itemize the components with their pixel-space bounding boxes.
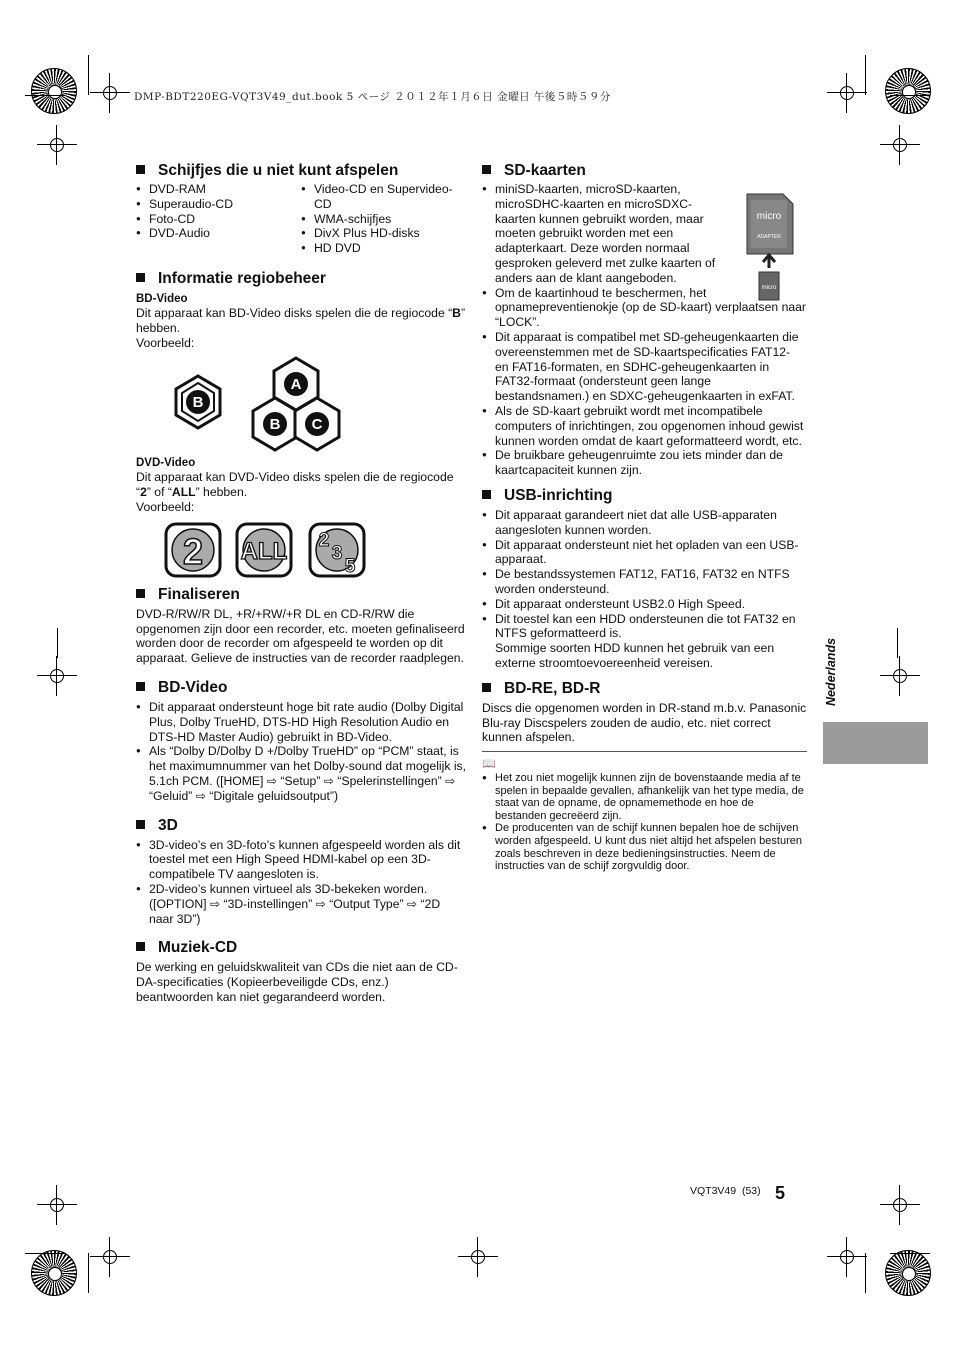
right-column — [482, 162, 807, 873]
bd-re-text: Discs die opgenomen worden in DR-stand m.b.v. Panasonic Blu-ray Discspelers zouden de audio, etc. niet correct kunnen afspelen. — [482, 700, 807, 745]
list-item: ● miniSD-kaarten, microSD-kaarten, microSDHC-kaarten en microSDXC-kaarten kunnen gebruikt worden, maar moeten gebruikt worden met een adapterkaart. Deze worden normaal gesproken geleverd met zulke kaarten of anders aan de klant aangeboden. — [482, 182, 720, 286]
list-item: ● DVD-RAM — [136, 182, 301, 197]
usb-list — [482, 508, 807, 671]
svg-text:ALL: ALL — [240, 537, 288, 565]
bd-video-label: BD-Video — [136, 292, 188, 305]
svg-text:2: 2 — [318, 529, 330, 551]
footer-code: VQT3V49 (53) — [690, 1185, 761, 1197]
svg-text:5: 5 — [344, 555, 356, 577]
bd-region-logos — [136, 356, 466, 452]
svg-text:3: 3 — [331, 542, 343, 564]
svg-text:C: C — [311, 416, 323, 434]
list-item: ● HD DVD — [301, 241, 466, 256]
print-header: DMP-BDT220EG-VQT3V49_dut.book 5 ページ ２０１２年１月６日 金曜日 午後５時５９分 — [134, 91, 611, 103]
page-number: 5 — [775, 1183, 786, 1203]
list-item: ● Dit apparaat ondersteunt hoge bit rate audio (Dolby Digital Plus, Dolby TrueHD, DTS-HD High Resolution Audio en DTS-HD Master Audio) gebruikt in BD-Video. — [136, 700, 466, 744]
bd-example-label: Voorbeeld: — [136, 335, 195, 350]
list-item: ● Dit apparaat garandeert niet dat alle USB-apparaten aangesloten kunnen worden. — [482, 508, 807, 538]
finalize-text: DVD-R/RW/R DL, +R/+RW/+R DL en CD-R/RW die opgenomen zijn door een recorder, etc. moeten gefinaliseerd worden door de recorder om afgespeeld te worden op dit apparaat. Gelieve de instructies van de recorder raadplegen. — [136, 606, 465, 666]
list-item: ● Als “Dolby D/Dolby D +/Dolby TrueHD” op “PCM” staat, is het maximumnummer van het Dolby-sound dat mogelijk is, 5.1ch PCM. ([HOME] ⇨ “Setup” ⇨ “Spelerinstellingen” ⇨ “Geluid” ⇨ “Digitale geluidsoutput”) — [136, 744, 466, 803]
music-cd-text: De werking en geluidskwaliteit van CDs die niet aan de CD-DA-specificaties (Kopieerbeveiligde CDs, enz.) beantwoorden kan niet gegarandeerd worden. — [136, 960, 458, 1004]
list-item: ● Video-CD en Supervideo-CD — [301, 182, 466, 212]
section-title-finalize: Finaliseren — [136, 586, 466, 604]
dvd-example-label: Voorbeeld: — [136, 499, 195, 514]
list-item: ● Het zou niet mogelijk kunnen zijn de bovenstaande media af te spelen in bepaalde gevallen, afhankelijk van het type media, de staat van de opname, de opnamemethode en hoe de bestanden gecreëerd zijn. — [482, 772, 807, 822]
note-book-icon: 📖 — [482, 758, 496, 771]
region-b-letter: B — [192, 394, 204, 412]
svg-text:ADAPTER: ADAPTER — [757, 234, 781, 240]
list-item: ● Foto-CD — [136, 212, 301, 227]
list-item: ● 2D-video’s kunnen virtueel als 3D-bekeken worden. ([OPTION] ⇨ “3D-instellingen” ⇨ “Output Type” ⇨ “2D naar 3D”) — [136, 882, 466, 926]
svg-text:A: A — [290, 376, 302, 394]
list-item: ● Dit apparaat ondersteunt niet het opladen van een USB-apparaat. — [482, 538, 807, 568]
unsupported-disc-list — [136, 182, 466, 256]
list-item: ● 3D-video’s en 3D-foto’s kunnen afgespeeld worden als dit toestel met een High Speed HDMI-kabel op een 3D-compatibele TV aangesloten is. — [136, 838, 466, 882]
3d-list — [136, 838, 466, 927]
section-title-unsupported: Schijfjes die u niet kunt afspelen — [136, 162, 466, 180]
region-2-logo — [166, 524, 220, 576]
bd-region-text: Dit apparaat kan BD-Video disks spelen die de regiocode “B” hebben. — [136, 305, 466, 335]
section-title-bd-re: BD-RE, BD-R — [482, 680, 807, 698]
dvd-region-logos — [136, 521, 466, 581]
list-item: ● De producenten van de schijf kunnen bepalen hoe de schijven worden afgespeeld. U kunt dus niet altijd het afspelen besturen zoals beschreven in deze bedieningsinstructies. Neem de instructies van de schijf zorgvuldig door. — [482, 822, 807, 872]
list-item: ● De bruikbare geheugenruimte zou iets minder dan de kaartcapaciteit kunnen zijn. — [482, 448, 807, 478]
section-title-usb: USB-inrichting — [482, 487, 807, 505]
list-item: ● DVD-Audio — [136, 226, 301, 241]
list-item: ● Superaudio-CD — [136, 197, 301, 212]
list-item: ● Dit toestel kan een HDD ondersteunen die tot FAT32 en NTFS geformatteerd is. Sommige soorten HDD kunnen het gebruik van een externe stroomtoevoereenheid vereisen. — [482, 612, 807, 671]
region-multi-logo — [310, 524, 364, 577]
bd-video-list — [136, 700, 466, 804]
list-item: ● DivX Plus HD-disks — [301, 226, 466, 241]
section-title-3d: 3D — [136, 817, 466, 835]
list-item: ● Dit apparaat ondersteunt USB2.0 High Speed. — [482, 597, 807, 612]
section-title-region: Informatie regiobeheer — [136, 270, 466, 288]
dvd-region-text: Dit apparaat kan DVD-Video disks spelen die de regiocode “2” of “ALL” hebben. — [136, 470, 454, 500]
region-all-logo — [237, 524, 291, 576]
list-item: ● De bestandssystemen FAT12, FAT16, FAT32 en NTFS worden ondersteund. — [482, 567, 807, 597]
svg-text:micro: micro — [761, 285, 777, 291]
divider — [482, 751, 807, 752]
dvd-video-label: DVD-Video — [136, 457, 196, 470]
left-column — [136, 162, 466, 1005]
language-label-container — [821, 630, 841, 720]
svg-text:micro: micro — [756, 211, 782, 222]
list-item: ● Als de SD-kaart gebruikt wordt met incompatibele computers of inrichtingen, zou opgenomen inhoud gewist kunnen worden omdat de kaart geformatteerd wordt, etc. — [482, 404, 807, 448]
list-item: ● Om de kaartinhoud te beschermen, het opnamepreventienokje (op de SD-kaart) verplaatsen naar “LOCK”. — [482, 286, 807, 330]
region-b-logo — [176, 376, 220, 428]
region-abc-logo — [253, 358, 339, 450]
section-title-bd-video: BD-Video — [136, 679, 466, 697]
list-item: ● WMA-schijfjes — [301, 212, 466, 227]
section-title-sd: SD-kaarten — [482, 162, 807, 180]
section-title-music-cd: Muziek-CD — [136, 939, 466, 957]
svg-text:B: B — [269, 416, 281, 434]
notes-list — [482, 772, 807, 873]
language-label: Nederlands — [824, 637, 838, 707]
list-item: ● Dit apparaat is compatibel met SD-geheugenkaarten die overeenstemmen met de SD-kaartspecificaties FAT12- en FAT16-formaten, en SDHC-geheugenkaarten in FAT32-formaat (ondersteunt geen lange bestandsnamen.) en SDXC-geheugenkaarten in exFAT. — [482, 330, 807, 404]
svg-text:2: 2 — [182, 530, 204, 572]
sd-section — [482, 182, 807, 478]
language-tab — [823, 722, 928, 764]
